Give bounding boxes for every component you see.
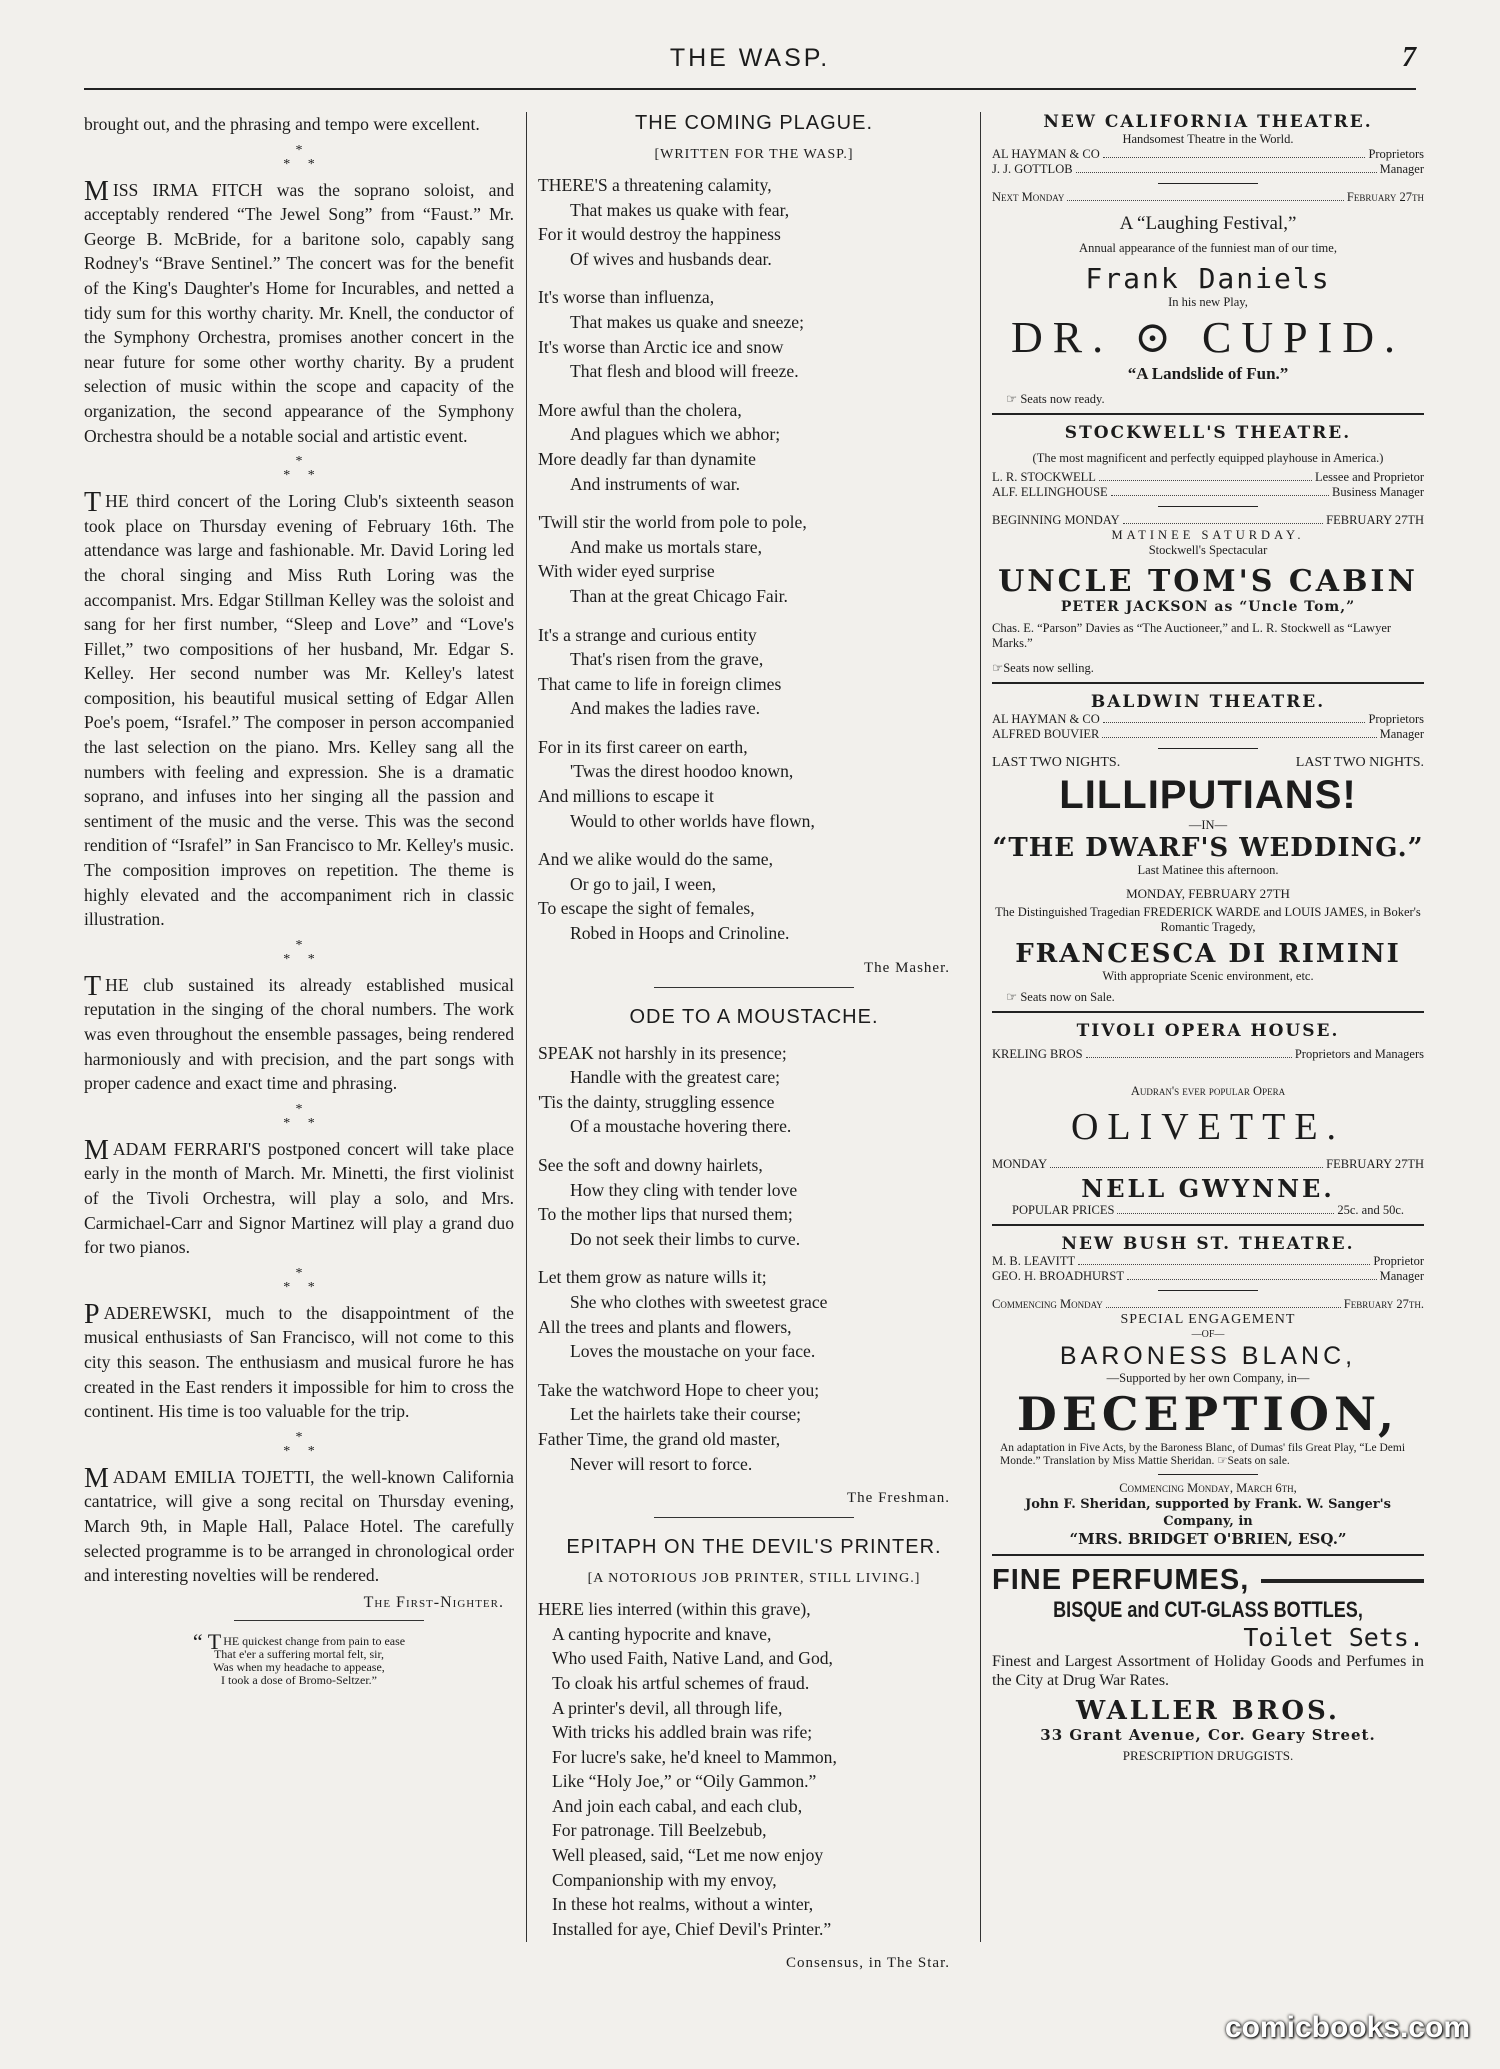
divider [654, 1517, 854, 1518]
divider [992, 413, 1424, 415]
ad-address: 33 Grant Avenue, Cor. Geary Street. [1040, 1726, 1376, 1744]
poem-line: And instruments of war. [570, 473, 741, 494]
section-stars: * * * [283, 454, 315, 484]
quote-line: HE quickest change from pain to ease [223, 1633, 406, 1648]
ad-assortment: Finest and Largest Assortment of Holiday Goods and Perfumes in the City at Drug War Rates. [992, 1653, 1424, 1689]
drop-cap: M [84, 1462, 109, 1494]
poem-line: Of a moustache hovering there. [570, 1116, 792, 1137]
poem-stanza [538, 285, 970, 383]
ad-obrien: “MRS. BRIDGET O'BRIEN, ESQ.” [1069, 1530, 1347, 1548]
poem-line: It's a strange and curious entity [538, 624, 757, 645]
poem-line: That makes us quake with fear, [570, 199, 790, 220]
poem-line: Let the hairlets take their course; [570, 1404, 802, 1425]
ad-last-nights: LAST TWO NIGHTS. LAST TWO NIGHTS. [992, 755, 1424, 770]
ad-play-title: DECEPTION, [1016, 1387, 1400, 1441]
poem-line: Well pleased, said, “Let me now enjoy [552, 1845, 824, 1866]
ad-tagline: (The most magnificent and perfectly equipped playhouse in America.) [1032, 451, 1384, 465]
poem-line: A canting hypocrite and knave, [552, 1623, 772, 1644]
ad-waller-bros [992, 1564, 1424, 1763]
ad-heading: BALDWIN THEATRE. [1090, 692, 1326, 712]
poem-line: Installed for aye, Chief Devil's Printer.” [552, 1918, 832, 1939]
poem-line: To cloak his artful schemes of fraud. [552, 1672, 810, 1693]
drop-cap: T [84, 970, 102, 1002]
ad-march: Commencing Monday, March 6th, [1119, 1481, 1297, 1495]
poem-line: And make us mortals stare, [570, 536, 763, 557]
ad-slogan: “A Landslide of Fun.” [1127, 364, 1289, 383]
ad-bottles: BISQUE and CUT-GLASS BOTTLES, [1053, 1597, 1363, 1622]
section-stars: * * * [283, 937, 315, 967]
divider [992, 1554, 1424, 1556]
poem-line: That's risen from the grave, [570, 649, 764, 670]
divider [1158, 748, 1258, 749]
divider [992, 682, 1424, 684]
poem-line: And join each cabal, and each club, [552, 1795, 803, 1816]
poem-line: Never will resort to force. [570, 1453, 753, 1474]
ad-francesca: FRANCESCA DI RIMINI [1015, 939, 1401, 969]
author-signature: The First-Nighter. [363, 1593, 504, 1611]
poem-line: Let them grow as nature wills it; [538, 1267, 767, 1288]
ad-tivoli-opera-house [992, 1021, 1424, 1226]
ad-row: BEGINNING MONDAY FEBRUARY 27TH [992, 513, 1424, 527]
poem-line: More deadly far than dynamite [538, 448, 756, 469]
divider [1158, 1290, 1258, 1291]
ad-scenic: With appropriate Scenic environment, etc. [1102, 969, 1314, 983]
poem-ode-moustache [538, 1041, 970, 1477]
poem-line: And plagues which we abhor; [570, 424, 781, 445]
poem-line: And makes the ladies rave. [570, 698, 761, 719]
poem-line: 'Twill stir the world from pole to pole, [538, 512, 807, 533]
poem-line: Take the watchword Hope to cheer you; [538, 1379, 820, 1400]
poem-line: THERE'S a threatening calamity, [538, 175, 772, 195]
ad-peter-jackson: PETER JACKSON as “Uncle Tom,” [1060, 599, 1356, 615]
ad-row: AL HAYMAN & CO Proprietors [992, 712, 1424, 726]
ad-baroness: BARONESS BLANC, [1059, 1342, 1357, 1370]
quote-line: I took a dose of Bromo-Seltzer.” [221, 1672, 377, 1687]
poem-line: Handle with the greatest care; [570, 1067, 781, 1088]
masthead [84, 38, 1416, 90]
poem-signature: The Masher. [864, 959, 950, 976]
ad-monday: MONDAY, FEBRUARY 27TH [1126, 886, 1290, 901]
ad-row: Commencing Monday February 27th. [992, 1297, 1424, 1311]
ad-play-title: OLIVETTE. [1070, 1106, 1346, 1148]
section-stars: * * * [283, 1429, 315, 1459]
ad-row: ALF. ELLINGHOUSE Business Manager [992, 485, 1424, 499]
poem-line: See the soft and downy hairlets, [538, 1155, 763, 1175]
quote-open: “ T [192, 1628, 222, 1654]
divider [1158, 183, 1258, 184]
ad-matinee: MATINEE SATURDAY. [1111, 528, 1305, 542]
poem-stanza [538, 510, 970, 608]
drop-cap: T [84, 487, 102, 519]
divider [1158, 1474, 1258, 1475]
paragraph-irma-fitch: MISS IRMA FITCH was the soprano soloist, and acceptably rendered “The Jewel Song” from “Faust.” Mr. George B. McBride, for a baritone solo, capably sang Rodney's “Brave Sentinel.” The concert was for the benefit of the King's Daughter's Home for Incurables, and netted a tidy sum for this worthy charity. Mr. Knell, the conductor of the Symphony Orchestra, promises another concert in the near future for some other worthy charity. By a prudent selection of music within the scope and capacity of the organization, the second appearance of the Symphony Orchestra should be a notable social and artistic event. [84, 175, 514, 446]
paragraph-loring-club: THE third concert of the Loring Club's sixteenth season took place on Thursday evening of February 16th. The attendance was large and fashionable. Mr. David Loring led the choral singing and Miss Ruth Loring was the accompanist. Mrs. Edgar Stillman Kelley was the soloist and sang for her first number, “Sleep and Love” and “Love's Fillet,” two compositions of her husband, Mr. Edgar S. Kelley. Her second number was Mr. Kelley's latest composition, his beautiful musical setting of Edgar Allen Poe's poem, “Israfel.” The composer in person accompanied the last selection on the piano. Mrs. Kelley sang all the numbers with feeling and expression. She is a dramatic soprano, and infuses into her singing all the passion and sentiment of the music and the verse. This was the second rendition of “Israfel” in San Francisco to Mr. Kelley's music. The composition improves on repetition. The theme is highly elevated and the accompaniment rich in classic illustration. [84, 487, 514, 930]
ad-matinee: Last Matinee this afternoon. [1137, 863, 1279, 877]
paragraph-ferrari: MADAM FERRARI'S postponed concert will take place early in the month of March. Mr. Minetti, the first violinist of the Tivoli Orchestra, will play a solo, and Mrs. Carmichael-Carr and Signor Martinez will play a grand duo for two pianos. [84, 1134, 514, 1258]
drop-cap: M [84, 1134, 109, 1166]
poem-line: For in its first career on earth, [538, 736, 748, 757]
quote-line: That e'er a suffering mortal felt, sir, [213, 1646, 385, 1661]
poem-line: Or go to jail, I ween, [570, 873, 717, 894]
ad-new-bush-st-theatre [992, 1234, 1424, 1556]
page-number: 7 [1402, 42, 1416, 73]
newspaper-title: THE WASP. [669, 44, 831, 72]
poem-line: Do not seek their limbs to curve. [570, 1228, 801, 1249]
ad-row: M. B. LEAVITT Proprietor [992, 1254, 1424, 1268]
poem-line: Would to other worlds have flown, [570, 810, 815, 831]
poem-line: HERE lies interred (within this grave), [538, 1599, 811, 1620]
poem-stanza [538, 735, 970, 833]
bromo-seltzer-quote [84, 1628, 514, 1687]
divider [992, 1224, 1424, 1226]
poem-line: That flesh and blood will freeze. [570, 361, 799, 382]
poem-title: THE COMING PLAGUE. [634, 112, 874, 134]
ad-adaptation: An adaptation in Five Acts, by the Baroness Blanc, of Dumas' fils Great Play, “Le Demi Monde.” Translation by Miss Mattie Sheridan. ☞Seats on sale. [1000, 1442, 1406, 1467]
ad-waller-name: WALLER BROS. [1076, 1696, 1340, 1726]
poem-stanza [538, 847, 970, 945]
ad-stockwells-theatre [992, 423, 1424, 684]
ad-heading: STOCKWELL'S THEATRE. [1064, 423, 1352, 443]
ad-new-california-theatre [992, 112, 1424, 415]
poem-line: For patronage. Till Beelzebub, [552, 1820, 767, 1841]
ad-bar [1261, 1579, 1424, 1583]
music-column [84, 112, 514, 1687]
poem-line: For lucre's sake, he'd kneel to Mammon, [552, 1746, 837, 1767]
ad-heading: TIVOLI OPERA HOUSE. [1076, 1021, 1340, 1041]
poem-line: 'Twas the direst hoodoo known, [570, 761, 794, 782]
ad-spectacular: Stockwell's Spectacular [1148, 543, 1268, 557]
poem-line: How they cling with tender love [570, 1179, 798, 1200]
poem-line: Loves the moustache on your face. [570, 1341, 816, 1362]
ad-row: MONDAY FEBRUARY 27TH [992, 1157, 1424, 1171]
ad-tagline: Handsomest Theatre in the World. [1122, 132, 1294, 146]
ad-row: L. R. STOCKWELL Lessee and Proprietor [992, 470, 1424, 484]
poem-signature: The Freshman. [847, 1490, 950, 1507]
poem-line: And we alike would do the same, [538, 849, 774, 870]
ad-perfumes: FINE PERFUMES, [992, 1564, 1250, 1596]
poem-line: A printer's devil, all through life, [552, 1697, 783, 1718]
ad-heading: NEW CALIFORNIA THEATRE. [1043, 112, 1373, 132]
quote-line: Was when my headache to appease, [213, 1659, 385, 1674]
poem-stanza [538, 1041, 970, 1139]
section-stars: * * * [283, 1265, 315, 1295]
poem-coming-plague [538, 173, 970, 946]
poem-line: In these hot realms, without a winter, [552, 1894, 814, 1915]
poem-line: That came to life in foreign climes [538, 673, 782, 694]
drop-cap: M [84, 175, 109, 207]
ad-star-name: Frank Daniels [1085, 262, 1331, 295]
paragraph-club-reputation: THE club sustained its already established musical reputation in the singing of the choral numbers. The work was even throughout the ensemble passages, being rendered harmoniously and with precision, and the part songs with proper cadence and exact time and phrasing. [84, 970, 514, 1094]
paragraph-intro: brought out, and the phrasing and tempo were excellent. [84, 114, 480, 134]
ad-laughing-festival: A “Laughing Festival,” [1119, 213, 1297, 234]
paragraph-paderewski: PADEREWSKI, much to the disappointment of the musical enthusiasts of San Francisco, will not come to this city this season. The enthusiasm and musical furore he has created in the East renders it impossible for him to cross the continent. His time is too valuable for the trip. [84, 1298, 514, 1422]
poem-title: EPITAPH ON THE DEVIL'S PRINTER. [566, 1536, 942, 1559]
poem-stanza [538, 398, 970, 496]
poem-line: And millions to escape it [538, 786, 714, 807]
advertisements-column [992, 112, 1424, 1763]
ad-wedding: “THE DWARF'S WEDDING.” [992, 833, 1424, 863]
poem-line: With wider eyed surprise [538, 561, 715, 582]
ad-annual: Annual appearance of the funniest man of our time, [1079, 241, 1337, 255]
divider [654, 987, 854, 988]
poem-subtitle: [WRITTEN FOR THE WASP.] [654, 147, 854, 162]
ad-row: J. J. GOTTLOB Manager [992, 162, 1424, 176]
ad-of: —OF— [1191, 1329, 1225, 1340]
poem-line: More awful than the cholera, [538, 399, 742, 420]
poem-line: Who used Faith, Native Land, and God, [552, 1648, 833, 1669]
ad-play-title: UNCLE TOM'S CABIN [998, 564, 1418, 599]
poem-line: Like “Holy Joe,” or “Oily Gammon.” [552, 1771, 817, 1792]
poetry-column [538, 112, 970, 1982]
ad-audran: Audran's ever popular Opera [1130, 1084, 1286, 1098]
drop-cap: P [84, 1298, 100, 1330]
column-rule-right [980, 112, 981, 1942]
divider [1158, 506, 1258, 507]
ad-row: ALFRED BOUVIER Manager [992, 727, 1424, 741]
poem-line: Than at the great Chicago Fair. [570, 585, 788, 606]
poem-line: She who clothes with sweetest grace [570, 1291, 828, 1312]
ad-nell-gwynne: NELL GWYNNE. [1081, 1174, 1335, 1203]
ad-in: —IN— [1188, 818, 1228, 832]
poem-line: It's worse than influenza, [538, 287, 715, 308]
poem-stanza [538, 1265, 970, 1363]
paragraph-tojetti: MADAM EMILIA TOJETTI, the well-known California cantatrice, will give a song recital on Thursday evening, March 9th, in Maple Hall, Palace Hotel. The carefully selected programme is to be arranged in chronological order and interesting novelties will be rendered. [84, 1462, 514, 1586]
ad-new-play: In his new Play, [1168, 295, 1248, 309]
poem-line: To the mother lips that nursed them; [538, 1204, 793, 1225]
ad-perfumes-row [992, 1564, 1424, 1597]
poem-signature: Consensus, in The Star. [786, 1955, 950, 1972]
poem-stanza [538, 623, 970, 721]
poem-stanza [538, 1378, 970, 1476]
poem-subtitle: [A NOTORIOUS JOB PRINTER, STILL LIVING.] [587, 1571, 921, 1587]
ad-toilet-sets: Toilet Sets. [1243, 1623, 1424, 1652]
poem-line: SPEAK not harshly in its presence; [538, 1042, 787, 1063]
poem-line: Father Time, the grand old master, [538, 1428, 781, 1449]
section-stars: * * * [283, 142, 315, 172]
ad-baldwin-theatre [992, 692, 1424, 1013]
ad-special: SPECIAL ENGAGEMENT [1120, 1312, 1296, 1327]
ad-row: AL HAYMAN & CO Proprietors [992, 147, 1424, 161]
ad-tragedian: The Distinguished Tragedian FREDERICK WARDE and LOUIS JAMES, in Boker's Romantic Tragedy, [995, 905, 1421, 934]
section-stars: * * * [283, 1101, 315, 1131]
ad-sheridan: John F. Sheridan, supported by Frank. W. Sanger's Company, in [1025, 1497, 1391, 1529]
poem-line: 'Tis the dainty, struggling essence [538, 1091, 775, 1112]
ad-play-title: DR. ⊙ CUPID. [1010, 313, 1405, 362]
ad-seats: ☞Seats now selling. [992, 661, 1094, 675]
divider [234, 1620, 424, 1621]
poem-line: All the trees and plants and flowers, [538, 1316, 792, 1337]
ad-play-title: LILLIPUTIANS! [1059, 773, 1357, 817]
divider [992, 1011, 1424, 1013]
ad-druggists: PRESCRIPTION DRUGGISTS. [1122, 1748, 1294, 1763]
poem-epitaph [538, 1597, 970, 1941]
poem-line: It's worse than Arctic ice and snow [538, 336, 784, 357]
ad-row: KRELING BROS Proprietors and Managers [992, 1047, 1424, 1061]
ad-row: POPULAR PRICES 25c. and 50c. [1012, 1203, 1404, 1217]
poem-line: For it would destroy the happiness [538, 224, 781, 245]
poem-line: Of wives and husbands dear. [570, 248, 772, 269]
poem-stanza [538, 1153, 970, 1251]
poem-line: That makes us quake and sneeze; [570, 311, 805, 332]
poem-line: Companionship with my envoy, [552, 1869, 777, 1890]
ad-cast: Chas. E. “Parson” Davies as “The Auctioneer,” and L. R. Stockwell as “Lawyer Marks.” [992, 621, 1392, 650]
ad-row: GEO. H. BROADHURST Manager [992, 1269, 1424, 1283]
poem-stanza [538, 173, 970, 271]
ad-heading: NEW BUSH ST. THEATRE. [1061, 1234, 1355, 1254]
ad-support: —Supported by her own Company, in— [1106, 1371, 1310, 1385]
column-rule-left [526, 112, 527, 1942]
watermark-logo: comicbooks.com [1224, 2011, 1470, 2044]
poem-line: Robed in Hoops and Crinoline. [570, 923, 790, 944]
poem-line: To escape the sight of females, [538, 898, 755, 919]
ad-seats: ☞ Seats now on Sale. [1006, 990, 1115, 1004]
poem-title: ODE TO A MOUSTACHE. [629, 1005, 879, 1028]
poem-line: With tricks his addled brain was rife; [552, 1722, 813, 1743]
ad-row: Next Monday February 27th [992, 190, 1424, 204]
ad-seats: ☞ Seats now ready. [1006, 392, 1105, 406]
